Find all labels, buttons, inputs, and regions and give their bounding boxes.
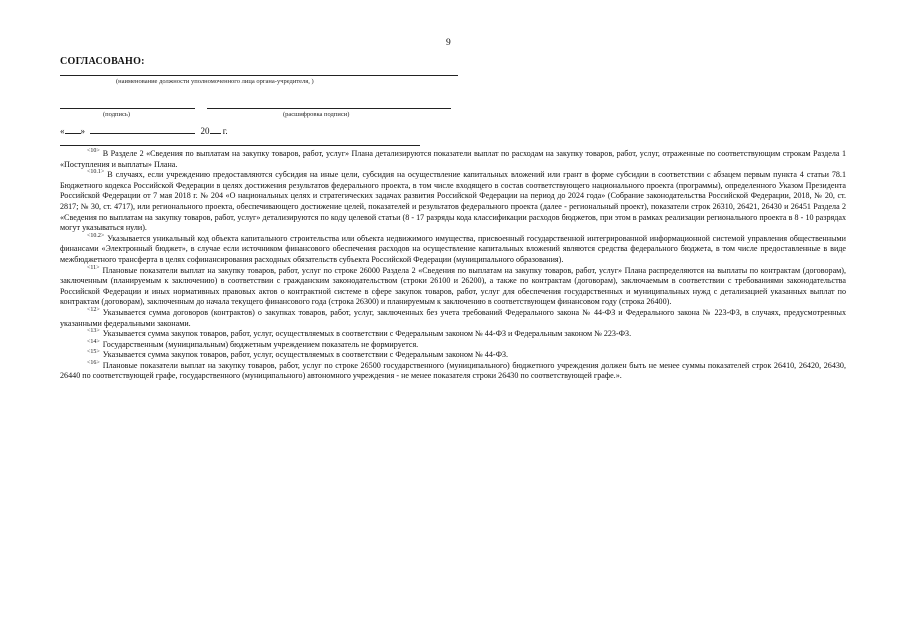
day-blank xyxy=(65,125,81,134)
footnote-mark: <16> xyxy=(87,359,100,366)
footnote xyxy=(60,361,846,382)
footnote xyxy=(60,234,846,266)
footnote xyxy=(60,329,846,340)
month-blank xyxy=(90,125,195,134)
footnote-mark: <14> xyxy=(87,338,100,345)
date-open-quote: « xyxy=(60,126,65,136)
footnote-mark: <12> xyxy=(87,306,100,313)
footnote-mark: <10.2> xyxy=(87,232,105,239)
footnote-text: Государственным (муниципальным) бюджетным учреждением показатель не формируется. xyxy=(102,339,419,349)
footnote-mark: <10> xyxy=(87,148,100,154)
footnote xyxy=(60,266,846,308)
footnote-text: Указывается сумма договоров (контрактов) о закупках товаров, работ, услуг, заключенных без учета требований Федерального закона № 44-ФЗ и Федерального закона № 223-ФЗ, в случаях, предусмотренных указанными федеральными законами. xyxy=(60,307,846,328)
footnote xyxy=(60,340,846,351)
year-blank xyxy=(210,125,221,134)
decryption-caption: (расшифровка подписи) xyxy=(283,111,350,118)
footnotes xyxy=(60,149,846,382)
year-prefix: 20 xyxy=(200,126,210,136)
date-close-quote: » xyxy=(80,126,85,136)
footnote-text: Указывается сумма закупок товаров, работ, услуг, осуществляемых в соответствии с Федеральным законом № 44-ФЗ. xyxy=(102,350,509,360)
footnote-text: Указывается уникальный код объекта капитального строительства или объекта недвижимого имущества, присвоенный государственной интегрированной информационной системой управления общественными финансами «Электронный бюджет», в случае если источником финансового обеспечения расходов на осуществление капитальных вложений являются средства федерального бюджета, в том числе предоставленные в виде межбюджетного трансферта в целях софинансирования расходных обязательств субъекта Российской Федерации (муниципального образования). xyxy=(60,233,846,264)
approval-date xyxy=(60,125,228,136)
footnote xyxy=(60,170,846,234)
footnote xyxy=(60,308,846,329)
footnote-mark: <13> xyxy=(87,328,100,335)
footnote-mark: <15> xyxy=(87,349,100,356)
position-caption: (наименование должности уполномоченного лица органа-учредителя, ) xyxy=(116,78,314,85)
footnote-text: В случаях, если учреждению предоставляются субсидия на иные цели, субсидия на осуществление капитальных вложений или грант в форме субсидии в соответствии с абзацем первым пункта 4 статьи 78.1 Бюджетного кодекса Российской Федерации в целях достижения результатов федерального проекта, в том числе входящего в состав соответствующего национального проекта (программы), определенного Указом Президента Российской Федерации от 7 мая 2018 г. № 204 «О национальных целях и стратегических задачах развития Российской Федерации на период до 2024 года» (Собрание законодательства Российской Федерации, 2018, № 20, ст. 2817; № 30, ст. 4717), или регионального проекта, обеспечивающего достижение целей, показателей и результатов федерального проекта (далее - региональный проект), показатели строк 26310, 26421, 26430 и 26451 Раздела 2 «Сведения по выплатам на закупку товаров, работ, услуг» детализируются по коду целевой статьи (8 - 17 разряды кода классификации расходов бюджетов, при этом в рамках реализации регионального проекта в 8 - 10 разрядах могут указываться нули). xyxy=(60,170,846,233)
footnote xyxy=(60,149,846,170)
footnote-text: Указывается сумма закупок товаров, работ, услуг, осуществляемых в соответствии с Федеральным законом № 44-ФЗ и Федеральным законом № 223-ФЗ. xyxy=(102,329,632,339)
page-number: 9 xyxy=(446,38,451,48)
footnote xyxy=(60,350,846,361)
decryption-line xyxy=(207,108,451,109)
footnote-text: В Разделе 2 «Сведения по выплатам на закупку товаров, работ, услуг» Плана детализируются показатели выплат по расходам на закупку товаров, работ, услуг, отраженные по соответствующим строкам Раздела 1 «Поступления и выплаты» Плана. xyxy=(60,149,846,169)
footnote-text: Плановые показатели выплат на закупку товаров, работ, услуг по строке 26000 Раздела 2 «Сведения по выплатам на закупку товаров, работ, услуг» Плана распределяются на выплаты по контрактам (договорам), заключенным (планируемым к заключению) в соответствии с гражданским законодательством (строки 26100 и 26200), а также по контрактам (договорам), заключаемым в соответствии с требованиями законодательства Российской Федерации и иных нормативных правовых актов о контрактной системе в сфере закупок товаров, работ, услуг для обеспечения государственных и муниципальных нужд с детализацией указанных выплат по контрактам (договорам), заключенным до начала текущего финансового года (строка 26300) и планируемым к заключению в соответствующем финансовом году (строка 26400). xyxy=(60,265,846,307)
approval-title: СОГЛАСОВАНО: xyxy=(60,56,145,67)
signature-caption: (подпись) xyxy=(103,111,130,118)
footnote-mark: <10.1> xyxy=(87,169,105,176)
footnote-mark: <11> xyxy=(87,264,100,271)
position-line xyxy=(60,75,458,76)
footnote-text: Плановые показатели выплат на закупку товаров, работ, услуг по строке 26500 государственного (муниципального) бюджетного учреждения должен быть не менее суммы показателей строк 26410, 26420, 26430, 26440 по соответствующей графе, государственного (муниципального) автономного учреждения - не менее показателя строки 26430 по соответствующей графе.». xyxy=(60,360,846,381)
footnote-separator xyxy=(60,145,420,146)
year-suffix: г. xyxy=(220,126,228,136)
signature-line xyxy=(60,108,195,109)
